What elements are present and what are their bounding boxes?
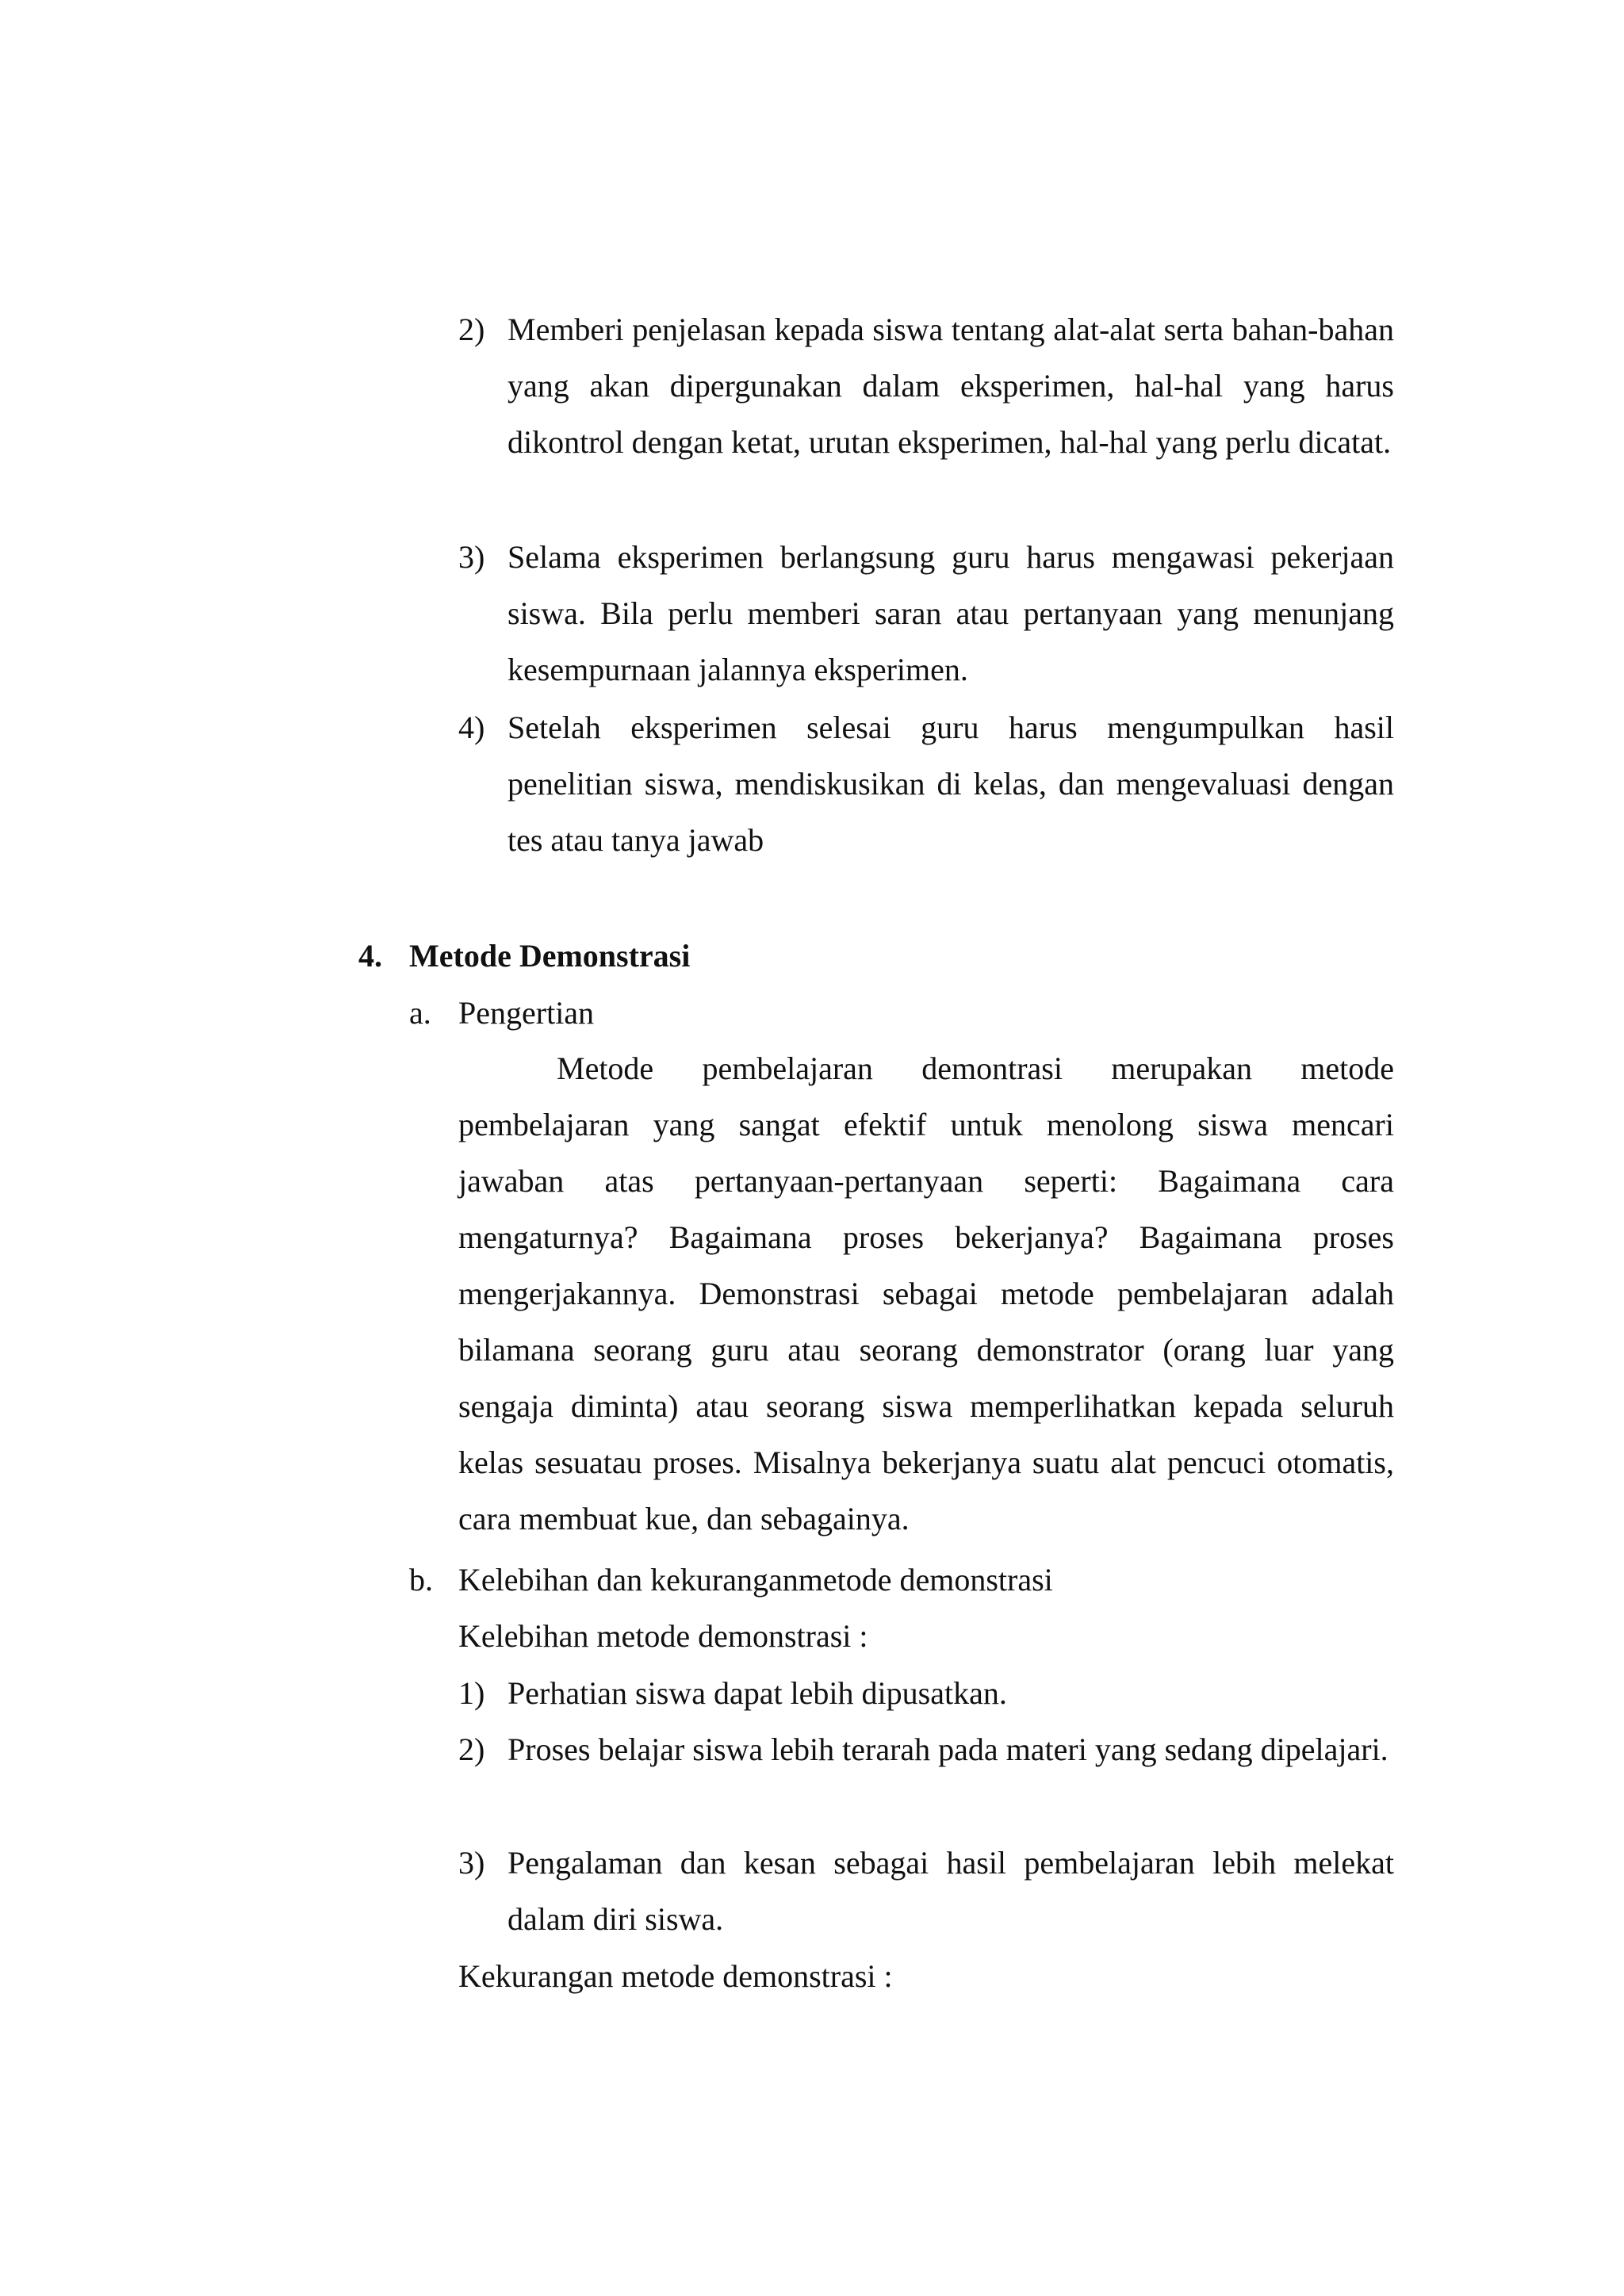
list-number: 3) [458, 1845, 485, 1881]
list-item-text: Selama eksperimen berlangsung guru harus mengawasi pekerjaan siswa. Bila perlu memberi saran atau pertanyaan yang menunjang kesempurnaan jalannya eksperimen. [508, 539, 1394, 687]
kelebihan-label: Kelebihan metode demonstrasi : [458, 1618, 868, 1654]
list-number: 2) [458, 312, 485, 347]
kekurangan-label: Kekurangan metode demonstrasi : [458, 1958, 893, 1994]
subsection-letter: b. [409, 1562, 433, 1598]
subsection-title: Pengertian [458, 995, 595, 1031]
list-item-text: Setelah eksperimen selesai guru harus mengumpulkan hasil penelitian siswa, mendiskusikan di kelas, dan mengevaluasi dengan tes atau tanya jawab [508, 710, 1394, 858]
list-number: 4) [458, 710, 485, 745]
list-number: 2) [458, 1732, 485, 1767]
subsection-title: Kelebihan dan kekuranganmetode demonstrasi [458, 1562, 1053, 1598]
list-number: 3) [458, 539, 485, 575]
list-item-text: Pengalaman dan kesan sebagai hasil pembelajaran lebih melekat dalam diri siswa. [508, 1845, 1394, 1937]
list-number: 1) [458, 1675, 485, 1711]
subsection-letter: a. [409, 995, 431, 1031]
list-item-text: Perhatian siswa dapat lebih dipusatkan. [508, 1675, 1007, 1711]
section-title: Metode Demonstrasi [409, 938, 691, 974]
list-item-text: Memberi penjelasan kepada siswa tentang alat-alat serta bahan-bahan yang akan dipergunakan dalam eksperimen, hal-hal yang harus dikontrol dengan ketat, urutan eksperimen, hal-hal yang perlu dicatat. [508, 312, 1394, 460]
list-item-text: Proses belajar siswa lebih terarah pada materi yang sedang dipelajari. [508, 1732, 1388, 1767]
definition-paragraph: Metode pembelajaran demontrasi merupakan metode pembelajaran yang sangat efektif untuk menolong siswa mencari jawaban atas pertanyaan-pertanyaan seperti: Bagaimana cara mengaturnya? Bagaimana proses bekerjanya? Bagaimana proses mengerjakannya. Demonstrasi sebagai metode pembelajaran adalah bilamana seorang guru atau seorang demonstrator (orang luar yang sengaja diminta) atau seorang siswa memperlihatkan kepada seluruh kelas sesuatau proses. Misalnya bekerjanya suatu alat pencuci otomatis, cara membuat kue, dan sebagainya. [458, 1050, 1394, 1536]
section-number: 4. [358, 938, 382, 974]
